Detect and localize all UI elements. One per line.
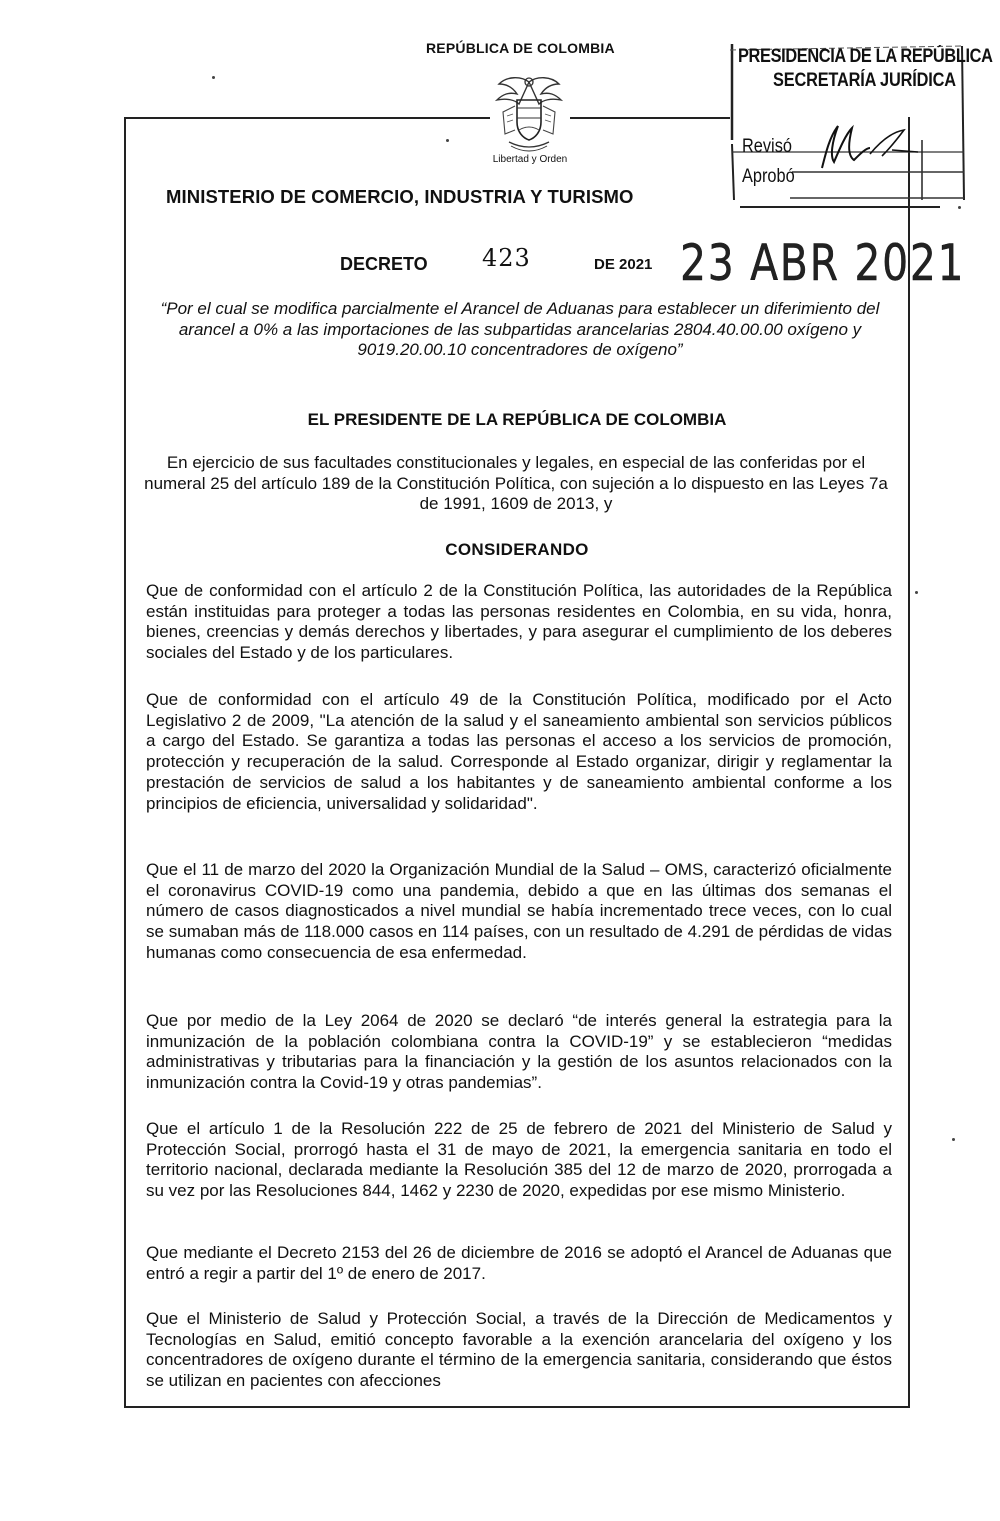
scan-speck bbox=[958, 206, 961, 209]
frame-line-right bbox=[908, 117, 910, 1407]
decree-year: DE 2021 bbox=[594, 256, 653, 273]
republic-heading: REPÚBLICA DE COLOMBIA bbox=[426, 40, 615, 56]
ministry-heading: MINISTERIO DE COMERCIO, INDUSTRIA Y TURISMO bbox=[166, 186, 634, 207]
frame-line-top-mid bbox=[570, 117, 730, 119]
considerando-paragraph: Que el artículo 1 de la Resolución 222 de 25 de febrero de 2021 del Ministerio de Salud y Protección Social, prorrogó hasta el 31 de mayo de 2021, la emergencia sanitaria en todo el territorio nacional, declarada mediante la Resolución 385 del 12 de marzo de 2020, prorrogada a su vez por las Resoluciones 844, 1462 y 2230 de 2020, expedidas por ese mismo Ministerio. bbox=[146, 1119, 892, 1201]
national-motto: Libertad y Orden bbox=[492, 154, 568, 165]
considerando-paragraph: Que mediante el Decreto 2153 del 26 de diciembre de 2016 se adoptó el Arancel de Aduanas que entró a regir a partir del 1º de enero de 2017. bbox=[146, 1243, 892, 1283]
considerando-paragraph: Que el Ministerio de Salud y Protección Social, a través de la Dirección de Medicamentos y Tecnologías en Salud, emitió concepto favorable a la exención arancelaria del oxígeno y los concentradores de oxígeno durante el término de la emergencia sanitaria, considerando que éstos se utilizan en pacientes con afecciones bbox=[146, 1309, 892, 1391]
considerando-heading: CONSIDERANDO bbox=[445, 540, 589, 559]
decree-number: 423 bbox=[482, 244, 531, 272]
frame-line-bottom bbox=[124, 1406, 910, 1408]
stamp-title: PRESIDENCIA DE LA REPÚBLICA bbox=[738, 46, 993, 67]
frame-line-top-left bbox=[124, 117, 490, 119]
scan-speck bbox=[952, 1138, 955, 1141]
stamp-reviewed-label: Revisó bbox=[742, 136, 792, 157]
date-stamp: 23 ABR 2021 bbox=[680, 234, 966, 292]
issuer-heading: EL PRESIDENTE DE LA REPÚBLICA DE COLOMBIA bbox=[307, 410, 727, 429]
preamble-paragraph: En ejercicio de sus facultades constitucionales y legales, en especial de las conferidas por el numeral 25 del artículo 189 de la Constitución Política, con sujeción a lo dispuesto en las Leyes 7a de 1991, 1609 de 2013, y bbox=[144, 453, 888, 513]
stamp-approved-label: Aprobó bbox=[742, 166, 795, 187]
considerando-paragraph: Que el 11 de marzo del 2020 la Organización Mundial de la Salud – OMS, caracterizó oficialmente el coronavirus COVID-19 como una pandemia, debido a que en las últimas dos semanas el número de casos diagnosticados a nivel mundial se había incrementado trece veces, con lo cual se sumaban más de 118.000 casos en 114 países, con un resultado de 4.291 de pérdidas de vidas humanas como consecuencia de esa enfermedad. bbox=[146, 860, 892, 962]
scan-speck bbox=[915, 591, 918, 594]
coat-of-arms-icon bbox=[493, 72, 565, 156]
ministry-underline bbox=[740, 206, 940, 208]
considerando-paragraph: Que de conformidad con el artículo 49 de la Constitución Política, modificado por el Acto Legislativo 2 de 2009, "La atención de la salud y el saneamiento ambiental son servicios públicos a cargo del Estado. Se garantiza a todas las personas el acceso a los servicios de promoción, protección y recuperación de la salud. Corresponde al Estado organizar, dirigir y reglamentar la prestación de servicios de salud a los habitantes y de saneamiento ambiental conforme a los principios de eficiencia, universalidad y solidaridad". bbox=[146, 690, 892, 813]
frame-line-left bbox=[124, 117, 126, 1407]
scan-speck bbox=[212, 76, 215, 79]
decree-title: “Por el cual se modifica parcialmente el Arancel de Aduanas para establecer un diferimiento del arancel a 0% a las importaciones de las subpartidas arancelarias 2804.40.00.00 oxígeno y 9019.20.00.10 concentradores de oxígeno” bbox=[160, 299, 880, 359]
scan-speck bbox=[446, 139, 449, 142]
stamp-subtitle: SECRETARÍA JURÍDICA bbox=[773, 70, 956, 91]
considerando-paragraph: Que de conformidad con el artículo 2 de la Constitución Política, las autoridades de la República están instituidas para proteger a todas las personas residentes en Colombia, en su vida, honra, bienes, creencias y demás derechos y libertades, y para asegurar el cumplimiento de los deberes sociales del Estado y de los particulares. bbox=[146, 581, 892, 663]
considerando-paragraph: Que por medio de la Ley 2064 de 2020 se declaró “de interés general la estrategia para la inmunización de la población colombiana contra la COVID-19” y se establecieron “medidas administrativas y tributarias para la financiación y la gestión de los asuntos relacionados con la inmunización contra la Covid-19 y otras pandemias”. bbox=[146, 1011, 892, 1093]
decree-label: DECRETO bbox=[340, 254, 428, 274]
signature-initials-icon bbox=[808, 118, 928, 178]
